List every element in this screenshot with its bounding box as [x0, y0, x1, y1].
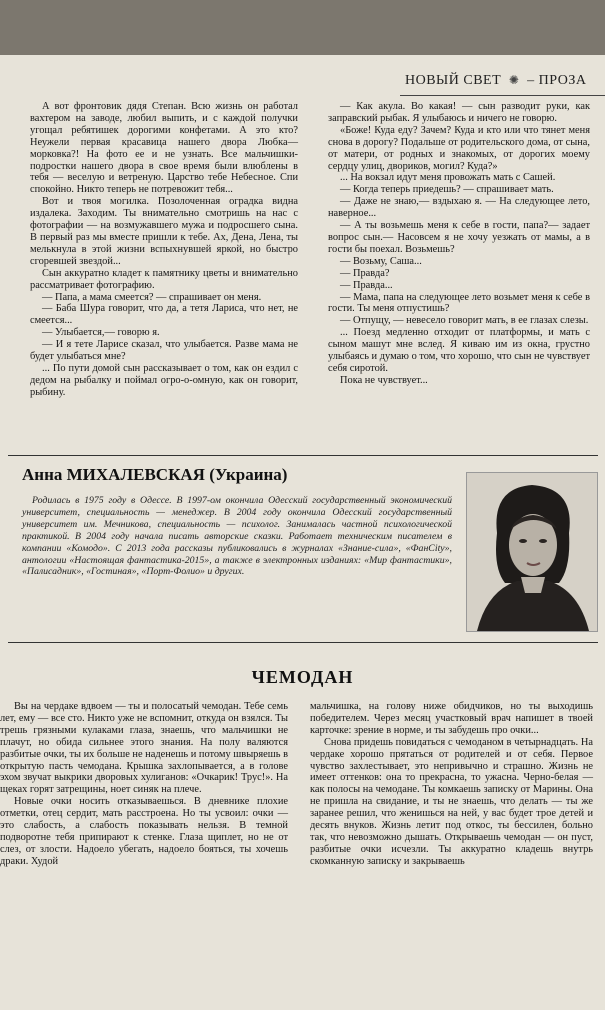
author-last-name: МИХАЛЕВСКАЯ [66, 465, 205, 484]
header-left: НОВЫЙ СВЕТ [405, 73, 502, 88]
author-country: (Украина) [209, 465, 288, 484]
author-bio [22, 495, 452, 578]
story-column-2 [310, 701, 593, 868]
paragraph: — Отпущу, — невесело говорит мать, в ее глазах слезы. [340, 315, 589, 327]
paragraph: Новые очки носить отказываешься. В дневнике плохие отметки, отец сердит, мать расстроена. Но ты усвоил: очки — это слабость, а слабость показывать нельзя. В темной подворотне тебя припирают к стенке. Глаза щиплет, но не от слез, от злости. Надоело убегать, надоело бояться, ты хочешь драки. Худой [0, 796, 288, 867]
paragraph: — Возьму, Саша... [340, 255, 422, 267]
paragraph: — Улыбается,— говорю я. [42, 327, 160, 339]
author-photo [466, 472, 598, 632]
paragraph: Вы на чердаке вдвоем — ты и полосатый чемодан. Тебе семь лет, ему — все сто. Никто уже не вспомнит, откуда он взялся. Ты трешь грязными кулаками глаза, знаешь, что мальчишки не плачут, но обида сильнее этого знания. На полу валяются разбитые очки, ты их больше не наденешь и потому швыряешь в открытую пасть чемодана. Крышка захлопывается, а в голове эхом звучат выкрики дворовых хулиганов: «Очкарик! Трус!». На щеках горят затрещины, ноет синяк на плече. [0, 701, 289, 796]
author-bottom-rule [8, 642, 598, 643]
paragraph: ... Поезд медленно отходит от платформы, и мать с сыном машут мне вслед. Я киваю им из окна, грустно улыбаясь и думаю о том, что хорошо, что сын не чувствует себя сиротой. [328, 327, 590, 374]
story-title: ЧЕМОДАН [251, 667, 354, 687]
paragraph: «Боже! Куда еду? Зачем? Куда и кто или что тянет меня снова в дорогу? Подальше от родительского дома, от сына, от матери, от родных и знакомых, от дорогих моему сердцу улиц, двориков, могил? Куда?» [328, 124, 590, 172]
text-column-1 [30, 101, 298, 399]
text-column-2 [328, 101, 590, 387]
paragraph: Пока не чувствует... [340, 374, 428, 386]
paragraph: — А ты возьмешь меня к себе в гости, папа?— задает вопрос сын.— Насовсем я не хочу уезжать от мамы, а в гости бы поехал. Возьмешь? [328, 220, 590, 255]
paragraph: — Правда... [340, 279, 393, 291]
portrait-image [467, 473, 597, 631]
paragraph: — Когда теперь приедешь? — спрашивает мать. [340, 184, 554, 196]
header-rule [400, 95, 605, 96]
paragraph: Снова придешь повидаться с чемоданом в четырнадцать. На чердаке хорошо прятаться от родителей и от себя. Первое чувство захлестывает, это непривычно и страшно. Жизнь не имеет оттенков: она то прекрасна, то ужасна. Черно-белая — как полосы на чемодане. Ты комкаешь записку от Марины. Она не пришла на свидание, и ты не знаешь, что делать — ты же заранее решил, что женишься на ней, у вас будет трое детей и десять внуков. Жизнь летит под откос, ты бессилен, больно так, что невозможно дышать. Открываешь чемодан — он пуст, разбитые очки исчезли. Ты аккуратно кладешь внутрь скомканную записку и закрываешь [310, 736, 593, 867]
author-top-rule [8, 455, 598, 456]
paragraph: Сын аккуратно кладет к памятнику цветы и внимательно рассматривает фотографию. [30, 267, 298, 291]
paragraph: ... По пути домой сын рассказывает о том, как он ездил с дедом на рыбалку и поймал огро-о-омную, как он говорит, рыбину. [30, 362, 298, 398]
section-header [405, 73, 605, 95]
paragraph: — Правда? [340, 267, 390, 279]
paragraph: Вот и твоя могилка. Позолоченная оградка видна издалека. Заходим. Ты внимательно смотришь на нас с фотографии — на возмужавшего мужа и подросшего сына. В первый раз мы вместе пришли к тебе. Ах, Дена, Лена, ты мелькнула в этой жизни вспыхнувшей яркой, но быстро сгоревшей звездой... [30, 196, 298, 267]
paragraph: — Как акула. Во какая! — сын разводит руки, как заправский рыбак. Я улыбаюсь и ничего не говорю. [328, 101, 590, 124]
sunburst-icon: ✺ [508, 73, 520, 87]
paragraph: — Мама, папа на следующее лето возьмет меня к себе в гости. Ты меня отпустишь? [328, 291, 590, 315]
author-name [22, 465, 287, 485]
paragraph: — Даже не знаю,— вздыхаю я. — На следующее лето, наверное... [328, 196, 590, 220]
author-first-name: Анна [22, 465, 63, 484]
paragraph: — Баба Шура говорит, что да, а тетя Лариса, что нет, не смеется... [30, 303, 298, 327]
magazine-page [0, 55, 605, 1010]
paragraph: мальчишка, на голову ниже обидчиков, но ты выходишь победителем. Через месяц участковый врач напишет в твоей карточке: зрение в норме, и ты забудешь про очки... [310, 701, 593, 736]
paragraph: — Папа, а мама смеется? — спрашивает он меня. [42, 291, 262, 303]
story-column-1 [0, 701, 288, 868]
bio-text: Родилась в 1975 году в Одессе. В 1997-ом окончила Одесский государственный экономический университет, специальность — менеджер. В 2004 году окончила Одесский государственный университет им. Мечникова, специальность — психолог. Занималась частной психологической практикой. В 2004 году начала писать авторские сказки. Работает техническим писателем в компании «Комодо». С 2013 года рассказы публиковались в журналах «Знание-сила», «ФанCity», антологии «Настоящая фантастика-2015», а также в электронных изданиях: «Мир фантастики», «Палисадник», «Гостиная», «Порт-Фолио» и других. [22, 495, 452, 578]
header-dash: – [527, 73, 535, 88]
paragraph: А вот фронтовик дядя Степан. Всю жизнь он работал вахтером на заводе, любил выпить, и с каждой получки угощал ребятишек дорогими конфетами. А это кто? Неужели первая красавица нашего двора Любка—морковка?! На фото ее и не узнать. Все мальчишки-подростки нашего двора в свое время были влюблены в тебя — веселую и ветреную. Царство тебе Небесное. Спи спокойно. Никто теперь не потревожит тебя... [30, 101, 298, 196]
header-right: ПРОЗА [538, 73, 587, 88]
paragraph: — И я тете Ларисе сказал, что улыбается. Разве мама не будет улыбаться мне? [30, 339, 298, 363]
paragraph: ... На вокзал идут меня провожать мать с Сашей. [340, 172, 556, 184]
